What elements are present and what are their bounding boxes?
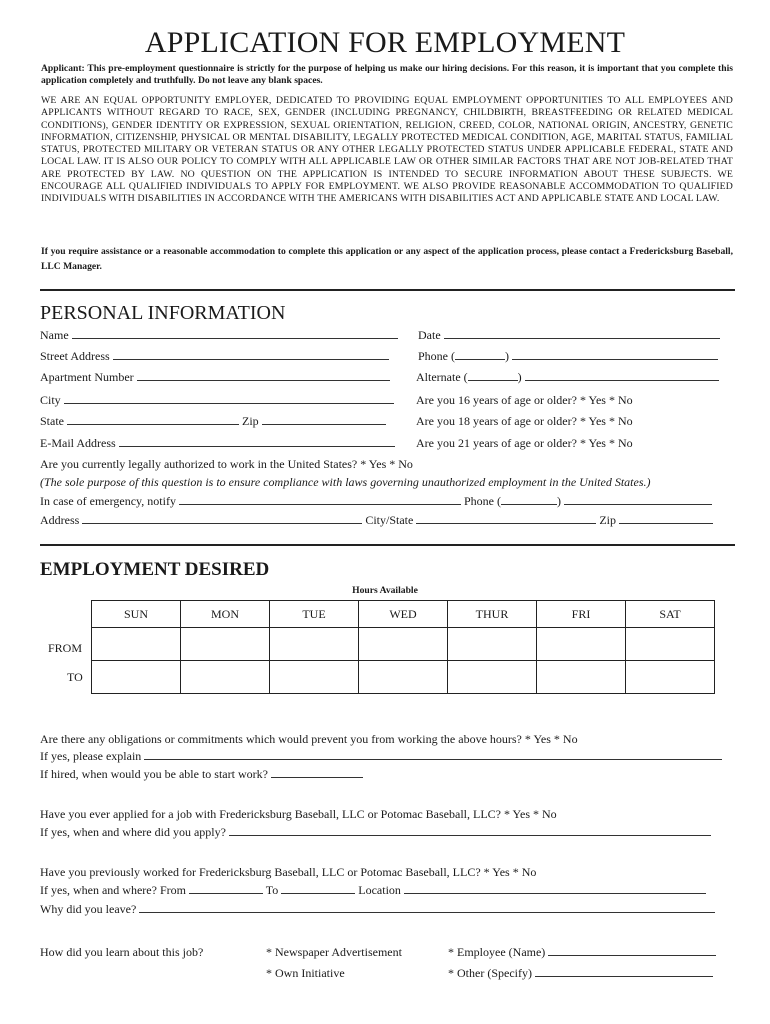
day-header: SUN [92, 601, 181, 628]
to-label: TO [67, 670, 83, 684]
alternate-field[interactable] [525, 370, 719, 381]
name-row [40, 328, 398, 343]
phone-label: Phone ( [418, 349, 455, 363]
sole-purpose-note: (The sole purpose of this question is to ensure compliance with laws governing unauthorized employment in the United States.) [40, 475, 651, 489]
street-field[interactable] [113, 349, 389, 360]
city-field[interactable] [64, 393, 394, 404]
alternate-row [416, 370, 719, 385]
learn-label: How did you learn about this job? [40, 945, 204, 959]
age16-no[interactable]: * No [608, 393, 633, 407]
opt-other[interactable]: * Other (Specify) [448, 966, 532, 980]
applicant-note: Applicant: This pre-employment questionnaire is strictly for the purpose of helping us make our hiring decisions. For this reason, it is important that you complete this application completely and truthfully. Do not leave any blank spaces. [41, 63, 733, 87]
hours-table [91, 600, 715, 694]
opt-other-row [448, 966, 713, 981]
authorized-label: Are you currently legally authorized to work in the United States? [40, 457, 358, 471]
emergency-field[interactable] [179, 494, 461, 505]
applied-no[interactable]: * No [533, 807, 557, 821]
page-title: APPLICATION FOR EMPLOYMENT [144, 26, 626, 59]
day-header: MON [181, 601, 270, 628]
phone-close: ) [505, 349, 509, 363]
worked-location-label: Location [358, 883, 401, 897]
hours-cell[interactable] [359, 661, 448, 694]
emergency-row [40, 494, 712, 509]
worked-yes[interactable]: * Yes [483, 865, 510, 879]
explain-row [40, 749, 722, 764]
phone2-field[interactable] [564, 494, 712, 505]
hours-from-row [92, 628, 715, 661]
date-row [418, 328, 720, 343]
worked-row [40, 865, 536, 880]
street-label: Street Address [40, 349, 110, 363]
zip2-label: Zip [599, 513, 616, 527]
why-leave-label: Why did you leave? [40, 902, 137, 916]
hours-header-row [92, 601, 715, 628]
zip-label: Zip [242, 414, 259, 428]
start-row [40, 767, 363, 782]
age21-row [416, 436, 633, 451]
citystate-label: City/State [365, 513, 414, 527]
hours-cell[interactable] [626, 661, 715, 694]
worked-to-label: To [265, 883, 279, 897]
other-specify-field[interactable] [535, 966, 713, 977]
citystate-field[interactable] [416, 513, 596, 524]
start-field[interactable] [271, 767, 363, 778]
eeo-statement: WE ARE AN EQUAL OPPORTUNITY EMPLOYER, DEDICATED TO PROVIDING EQUAL EMPLOYMENT OPPORTUNITIES TO ALL EMPLOYEES AND APPLICANTS WITHOUT REGARD TO RACE, SEX, GENDER (INCLUDING PREGNANCY, CHILDBIRTH, BREASTFEEDING OR RELATED MEDICAL CONDITIONS), GENDER IDENTITY OR EXPRESSION, SEXUAL ORIENTATION, RELIGION, CREED, COLOR, NATIONAL ORIGIN, ANCESTRY, GENETIC INFORMATION, CITIZENSHIP, PHYSICAL OR MENTAL DISABILITY, LEGALLY PROTECTED MEDICAL CONDITION, AGE, MARITAL STATUS, FAMILIAL STATUS, PROTECTED MILITARY OR VETERAN STATUS OR ANY OTHER LEGALLY PROTECTED STATUS UNDER APPLICABLE FEDERAL, STATE AND LOCAL LAW. IT IS ALSO OUR POLICY TO COMPLY WITH ALL APPLICABLE LAW OR OTHER SIMILAR FACTORS THAT ARE NOT JOB-RELATED THAT ARE PROTECTED BY LAW. NO QUESTION ON THE APPLICATION IS INTENDED TO SECURE INFORMATION ABOUT THESE SUBJECTS. WE ENCOURAGE ALL QUALIFIED INDIVIDUALS TO APPLY FOR EMPLOYMENT. WE ALSO PROVIDE REASONABLE ACCOMMODATION TO QUALIFIED INDIVIDUALS WITH DISABILITIES IN ACCORDANCE WITH THE AMERICANS WITH DISABILITIES ACT AND APPLICABLE STATE AND LOCAL LAW. [41, 95, 733, 205]
apartment-field[interactable] [137, 370, 390, 381]
city-row [40, 393, 394, 408]
obligations-yes[interactable]: * Yes [524, 732, 551, 746]
day-header: THUR [448, 601, 537, 628]
worked-label: Have you previously worked for Fredericksburg Baseball, LLC or Potomac Baseball, LLC? [40, 865, 481, 879]
why-leave-field[interactable] [139, 902, 715, 913]
address-field[interactable] [82, 513, 362, 524]
phone2-close: ) [556, 494, 561, 508]
authorized-no[interactable]: * No [389, 457, 413, 471]
date-label: Date [418, 328, 441, 342]
hours-cell[interactable] [448, 628, 537, 661]
age21-no[interactable]: * No [608, 436, 633, 450]
hours-cell[interactable] [537, 661, 626, 694]
street-row [40, 349, 389, 364]
opt-employee-row [448, 945, 716, 960]
assistance-note: If you require assistance or a reasonable accommodation to complete this application or any aspect of the application process, please contact a Fredericksburg Baseball, LLC Manager. [41, 246, 733, 272]
age18-row [416, 414, 633, 429]
hours-cell[interactable] [448, 661, 537, 694]
obligations-row [40, 732, 578, 747]
address-row [40, 513, 713, 528]
email-row [40, 436, 395, 451]
day-header: TUE [270, 601, 359, 628]
worked-from-field[interactable] [189, 883, 263, 894]
name-field[interactable] [72, 328, 398, 339]
applied-when-label: If yes, when and where did you apply? [40, 825, 226, 839]
hours-available-label: Hours Available [352, 585, 418, 596]
worked-no[interactable]: * No [512, 865, 537, 879]
hours-cell[interactable] [270, 661, 359, 694]
from-label: FROM [48, 641, 83, 655]
employee-name-field[interactable] [548, 945, 716, 956]
alternate-area-field[interactable] [468, 370, 518, 381]
age21-yes[interactable]: * Yes [579, 436, 606, 450]
age18-no[interactable]: * No [608, 414, 633, 428]
hours-cell[interactable] [537, 628, 626, 661]
hours-cell[interactable] [270, 628, 359, 661]
state-row [40, 414, 386, 429]
employment-heading: EMPLOYMENT DESIRED [40, 559, 270, 580]
city-label: City [40, 393, 61, 407]
worked-when-row [40, 883, 706, 898]
age18-label: Are you 18 years of age or older? [416, 414, 577, 428]
phone2-area-field[interactable] [501, 494, 557, 505]
hours-cell[interactable] [181, 661, 270, 694]
personal-info-heading: PERSONAL INFORMATION [40, 302, 286, 324]
apartment-label: Apartment Number [40, 370, 134, 384]
hours-cell[interactable] [181, 628, 270, 661]
divider [40, 289, 735, 291]
address-label: Address [40, 513, 80, 527]
start-label: If hired, when would you be able to start work? [40, 767, 268, 781]
state-label: State [40, 414, 64, 428]
phone-field[interactable] [512, 349, 718, 360]
opt-newspaper[interactable]: * Newspaper Advertisement [266, 945, 402, 959]
zip2-field[interactable] [619, 513, 713, 524]
obligations-no[interactable]: * No [553, 732, 578, 746]
obligations-label: Are there any obligations or commitments which would prevent you from working the above hours? [40, 732, 522, 746]
age16-row [416, 393, 633, 408]
day-header: SAT [626, 601, 715, 628]
explain-field[interactable] [144, 749, 722, 760]
applied-label: Have you ever applied for a job with Fredericksburg Baseball, LLC or Potomac Baseball, LLC? [40, 807, 501, 821]
phone-area-field[interactable] [455, 349, 505, 360]
authorized-row [40, 457, 413, 472]
age21-label: Are you 21 years of age or older? [416, 436, 577, 450]
state-field[interactable] [67, 414, 239, 425]
applied-row [40, 807, 557, 822]
worked-when-label: If yes, when and where? From [40, 883, 186, 897]
worked-location-field[interactable] [404, 883, 706, 894]
day-header: FRI [537, 601, 626, 628]
name-label: Name [40, 328, 69, 342]
zip-field[interactable] [262, 414, 386, 425]
opt-employee[interactable]: * Employee (Name) [448, 945, 546, 959]
phone2-label: Phone ( [463, 494, 501, 508]
divider [40, 544, 735, 546]
age16-yes[interactable]: * Yes [579, 393, 606, 407]
age18-yes[interactable]: * Yes [579, 414, 606, 428]
applied-when-field[interactable] [229, 825, 711, 836]
hours-cell[interactable] [626, 628, 715, 661]
apartment-row [40, 370, 390, 385]
why-leave-row [40, 902, 715, 917]
applied-when-row [40, 825, 711, 840]
hours-cell[interactable] [92, 661, 181, 694]
alternate-label: Alternate ( [416, 370, 468, 384]
applied-yes[interactable]: * Yes [504, 807, 531, 821]
hours-to-row [92, 661, 715, 694]
hours-cell[interactable] [92, 628, 181, 661]
worked-to-field[interactable] [281, 883, 355, 894]
email-label: E-Mail Address [40, 436, 116, 450]
alternate-close: ) [517, 370, 522, 384]
phone-row [418, 349, 718, 364]
explain-label: If yes, please explain [40, 749, 142, 763]
authorized-yes[interactable]: * Yes [360, 457, 387, 471]
hours-cell[interactable] [359, 628, 448, 661]
email-field[interactable] [119, 436, 395, 447]
day-header: WED [359, 601, 448, 628]
age16-label: Are you 16 years of age or older? [416, 393, 577, 407]
emergency-label: In case of emergency, notify [40, 494, 176, 508]
opt-initiative[interactable]: * Own Initiative [266, 966, 345, 980]
date-field[interactable] [444, 328, 720, 339]
